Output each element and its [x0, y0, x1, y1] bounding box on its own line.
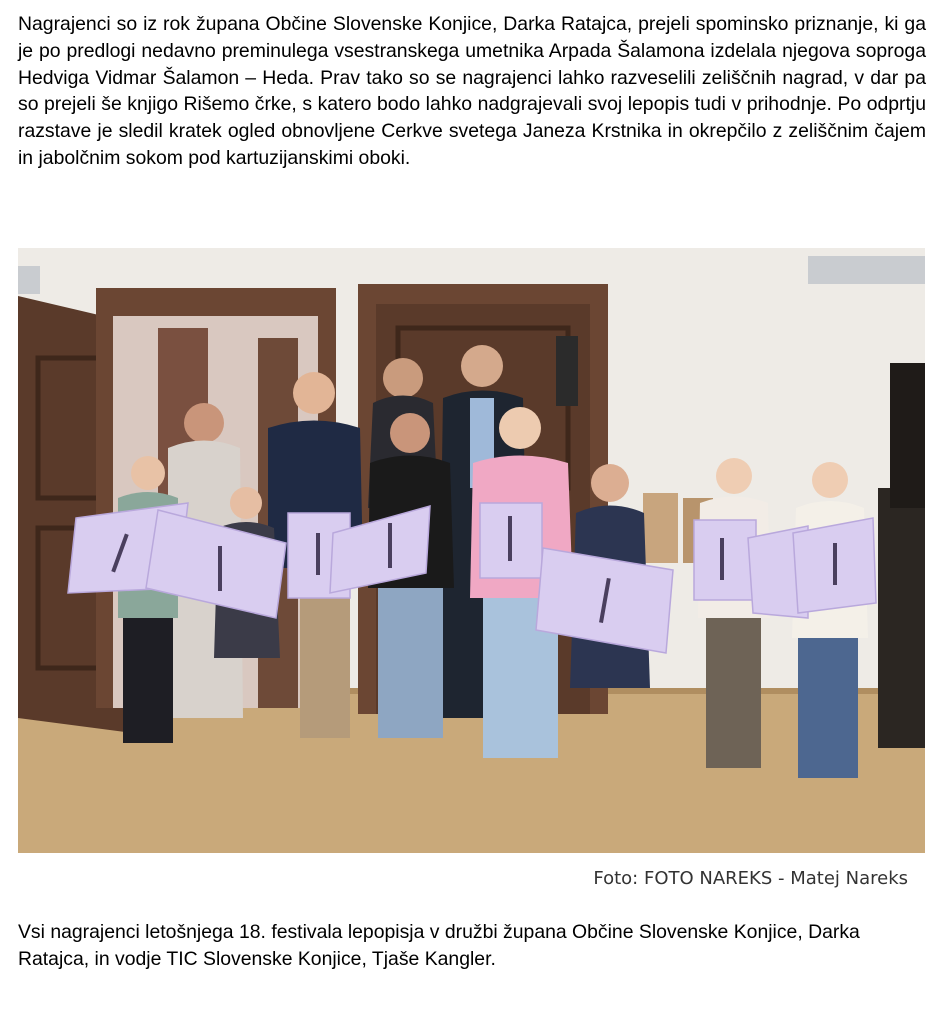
photo-credit: Foto: FOTO NAREKS - Matej Nareks — [593, 868, 908, 889]
article-paragraph: Nagrajenci so iz rok župana Občine Slovenske Konjice, Darka Ratajca, prejeli spominsko priznanje, ki ga je po predlogi nedavno preminulega vsestranskega umetnika Arpada Šalamona izdelala njegova soproga Hedviga Vidmar Šalamon – Heda. Prav tako so se nagrajenci lahko razveselili zeliščnih nagrad, v dar pa so prejeli še knjigo Rišemo črke, s katero bodo lahko nadgrajevali svoj lepopis tudi v prihodnje. Po odprtju razstave je sledil kratek ogled obnovljene Cerkve svetega Janeza Krstnika in okrepčilo z zeliščnim čajem in jabolčnim sokom pod kartuzijanskimi oboki. — [18, 13, 926, 169]
group-photo — [18, 248, 925, 853]
group-photo-illustration — [18, 248, 925, 853]
photo-caption: Vsi nagrajenci letošnjega 18. festivala lepopisja v družbi župana Občine Slovenske Konjice, Darka Ratajca, in vodje TIC Slovenske Konjice, Tjaše Kangler. — [18, 921, 860, 970]
